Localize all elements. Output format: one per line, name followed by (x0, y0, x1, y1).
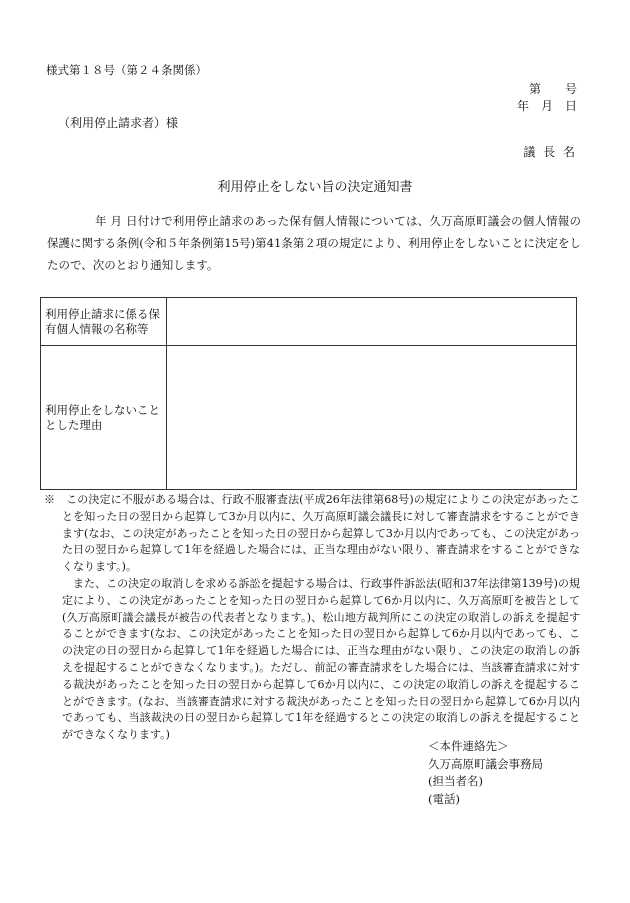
value-personal-info-name[interactable] (167, 298, 577, 346)
contact-phone: (電話) (428, 791, 460, 806)
contact-block (428, 738, 543, 808)
notes-section (44, 492, 580, 744)
note-appeal: ※ この決定に不服がある場合は、行政不服審査法(平成26年法律第68号)の規定によりこの決定があったことを知った日の翌日から起算して3か月以内に、久万高原町議会議長に対して審査請求をすることができます(なお、この決定があったことを知った日の翌日から起算して3か月以内であっても、この決定があった日の翌日から起算して1年を経過した場合には、正当な理由がない限り、審査請求をすることができなくなります。)。 (44, 493, 580, 574)
form-number: 様式第１８号（第２４条関係） (46, 63, 207, 77)
contact-office: 久万高原町議会事務局 (428, 756, 543, 771)
label-personal-info-name: 利用停止請求に係る保有個人情報の名称等 (41, 298, 167, 346)
info-table (40, 297, 577, 490)
sender-name: 議 長 名 (523, 145, 577, 159)
value-rejection-reason[interactable] (167, 346, 577, 490)
label-rejection-reason: 利用停止をしないこととした理由 (41, 346, 167, 490)
contact-person: (担当者名) (428, 774, 483, 788)
table-row (41, 298, 577, 346)
document-date: 年 月 日 (516, 99, 577, 113)
contact-heading: ＜本件連絡先＞ (428, 739, 509, 753)
document-title: 利用停止をしない旨の決定通知書 (217, 180, 413, 195)
document-number: 第 号 (528, 82, 577, 96)
table-row (41, 346, 577, 490)
recipient-name: （利用停止請求者）様 (58, 116, 179, 130)
note-lawsuit: また、この決定の取消しを求める訴訟を提起する場合は、行政事件訴訟法(昭和37年法律第139号)の規定により、この決定があったことを知った日の翌日から起算して6か月以内に、久万高原町を被告として(久万高原町議会議長が被告の代表者となります。)、松山地方裁判所にこの決定の取消しの訴えを提起することができます(なお、この決定があったことを知った日の翌日から起算して6か月以内であっても、この決定の日の翌日から起算して1年を経過した場合には、正当な理由がない限り、この決定の取消しの訴えを提起することができなくなります。)。ただし、前記の審査請求をした場合には、当該審査請求に対する裁決があったことを知った日の翌日から起算して6か月以内に、この決定の取消しの訴えを提起することができます。(なお、当該審査請求に対する裁決があったことを知った日の翌日から起算して6か月以内であっても、当該裁決の日の翌日から起算して1年を経過するとこの決定の取消しの訴えを提起することができなくなります。) (62, 576, 580, 742)
body-paragraph: 年 月 日付けで利用停止請求のあった保有個人情報については、久万高原町議会の個人情報の保護に関する条例(令和５年条例第15号)第41条第２項の規定により、利用停止をしないことに決定をしたので、次のとおり通知します。 (47, 214, 581, 272)
